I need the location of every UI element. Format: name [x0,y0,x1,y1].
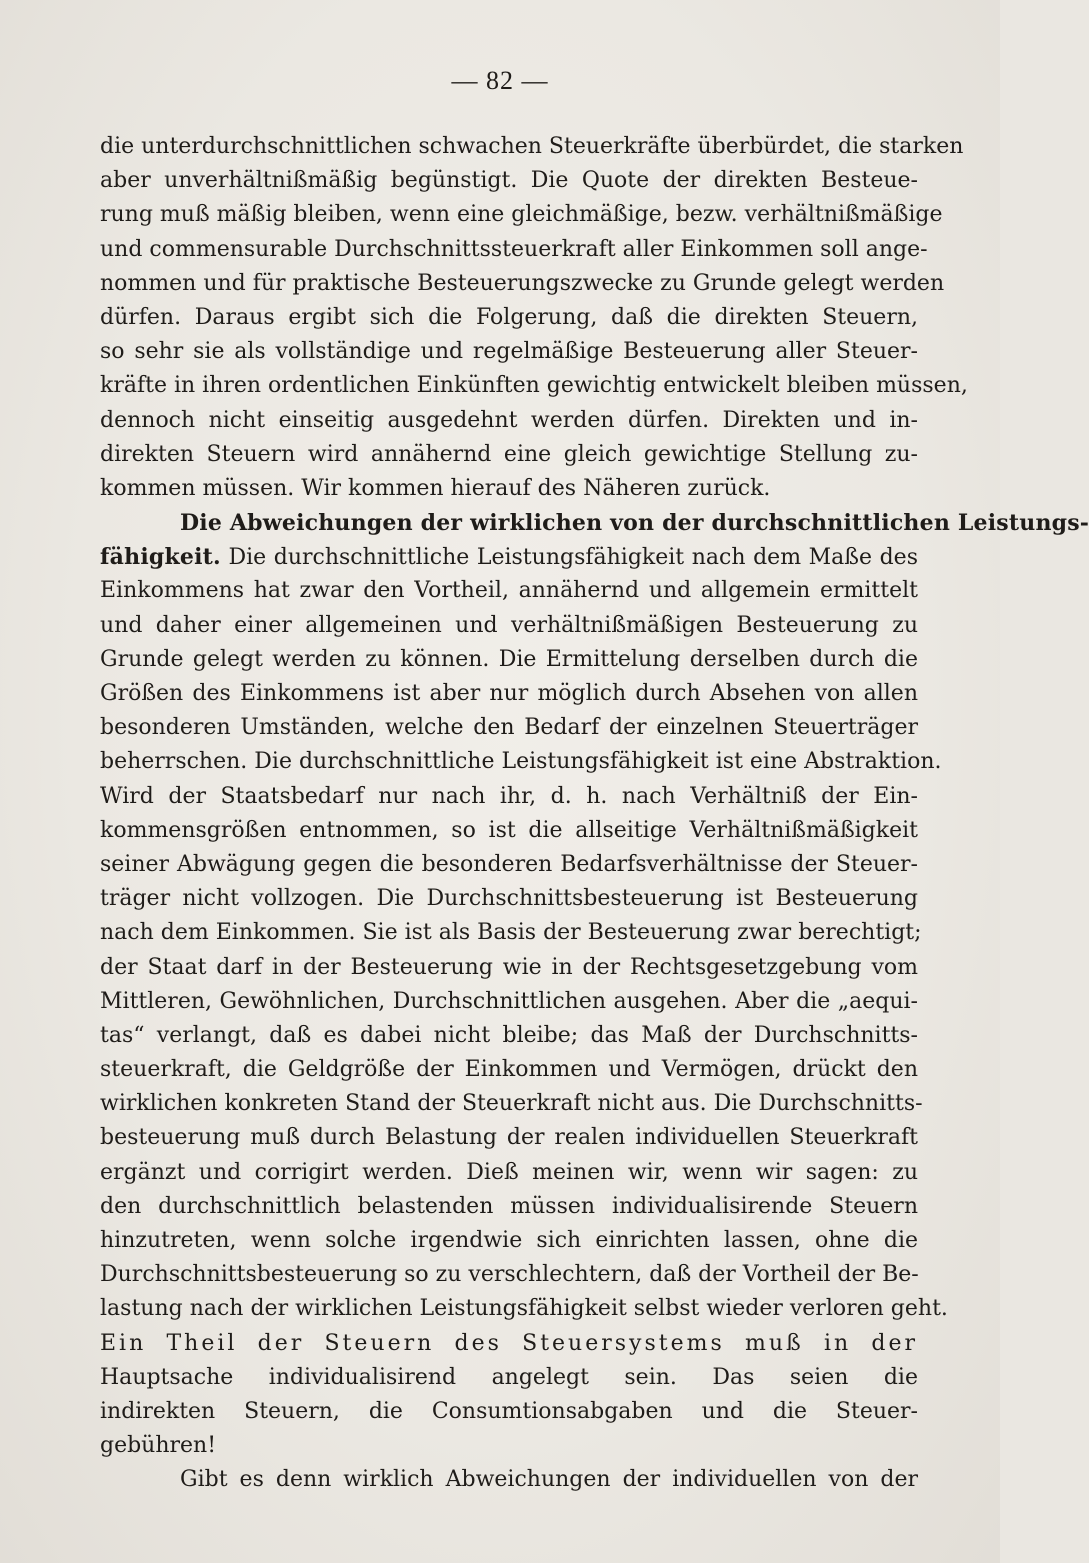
text-line: Hauptsache individualisirend angelegt sein. Das seien die [100,1364,918,1390]
text-line: der Staat darf in der Besteuerung wie in der Rechtsgesetzgebung vom [100,954,918,980]
text-line: gebühren! [100,1433,217,1459]
section-heading: Die Abweichungen der wirklichen von der durchschnittlichen Leistungs- [180,510,1089,537]
text-line: Wird der Staatsbedarf nur nach ihr, d. h. nach Verhältniß der Ein- [100,783,918,809]
text-line: träger nicht vollzogen. Die Durchschnittsbesteuerung ist Besteuerung [100,886,918,912]
text-line: Größen des Einkommens ist aber nur möglich durch Absehen von allen [100,681,918,706]
text-line: kommensgrößen entnommen, so ist die allseitige Verhältnißmäßigkeit [100,817,918,843]
section-heading-end: fähigkeit. [100,544,221,571]
text-line: Einkommens hat zwar den Vortheil, annähernd und allgemein ermittelt [100,578,918,604]
text-line: ergänzt und corrigirt werden. Dieß meinen wir, wenn wir sagen: zu [100,1159,918,1185]
text-line: und daher einer allgemeinen und verhältnißmäßigen Besteuerung zu [100,612,918,638]
text-line: kommen müssen. Wir kommen hierauf des Näheren zurück. [100,475,771,501]
text-line: so sehr sie als vollständige und regelmäßige Besteuerung aller Steuer- [100,339,918,365]
text-line: nach dem Einkommen. Sie ist als Basis der Besteuerung zwar berechtigt; [100,920,922,946]
text-line: die unterdurchschnittlichen schwachen Steuerkräfte überbürdet, die starken [100,134,964,159]
section-heading-line [100,506,1089,540]
text-line: Ein Theil der Steuern des Steuersystems muß in der [100,1330,918,1356]
text-line: aber unverhältnißmäßig begünstigt. Die Quote der direkten Besteue- [100,168,918,194]
text-line: nommen und für praktische Besteuerungszwecke zu Grunde gelegt werden [100,270,945,296]
text-line: dennoch nicht einseitig ausgedehnt werden dürfen. Direkten und in- [100,407,918,433]
text-line: steuerkraft, die Geldgröße der Einkommen und Vermögen, drückt den [100,1057,918,1083]
text-line: direkten Steuern wird annähernd eine gleich gewichtige Stellung zu- [100,441,918,467]
text-line: indirekten Steuern, die Consumtionsabgaben und die Steuer- [100,1398,918,1424]
text-line: rung muß mäßig bleiben, wenn eine gleichmäßige, bezw. verhältnißmäßige [100,202,943,228]
text-line: Gibt es denn wirklich Abweichungen der individuellen von der [180,1467,918,1493]
text-line: wirklichen konkreten Stand der Steuerkraft nicht aus. Die Durchschnitts- [100,1091,923,1117]
text-line: tas“ verlangt, daß es dabei nicht bleibe; das Maß der Durchschnitts- [100,1022,918,1048]
text-line: und commensurable Durchschnittssteuerkraft aller Einkommen soll ange- [100,236,928,262]
text-line: besteuerung muß durch Belastung der realen individuellen Steuerkraft [100,1125,918,1151]
body-text [100,130,1089,1498]
text-line: seiner Abwägung gegen die besonderen Bedarfsverhältnisse der Steuer- [100,851,918,877]
text-line: Mittleren, Gewöhnlichen, Durchschnittlichen ausgehen. Aber die „aequi- [100,988,918,1014]
page-number: — 82 — [451,66,549,95]
text-line: kräfte in ihren ordentlichen Einkünften gewichtig entwickelt bleiben müssen, [100,373,968,399]
text-line: fähigkeit. Die durchschnittliche Leistungsfähigkeit nach dem Maße des [100,544,918,571]
text-line: hinzutreten, wenn solche irgendwie sich einrichten lassen, ohne die [100,1228,918,1253]
text-line: besonderen Umständen, welche den Bedarf der einzelnen Steuerträger [100,715,918,741]
text-line: Durchschnittsbesteuerung so zu verschlechtern, daß der Vortheil der Be- [100,1262,919,1288]
text-line: lastung nach der wirklichen Leistungsfähigkeit selbst wieder verloren geht. [100,1296,948,1322]
text-line: den durchschnittlich belastenden müssen individualisirende Steuern [100,1193,918,1219]
text-line: dürfen. Daraus ergibt sich die Folgerung, daß die direkten Steuern, [100,304,918,330]
text-line: Grunde gelegt werden zu können. Die Ermittelung derselben durch die [100,646,918,672]
text-line: beherrschen. Die durchschnittliche Leistungsfähigkeit ist eine Abstraktion. [100,749,942,775]
